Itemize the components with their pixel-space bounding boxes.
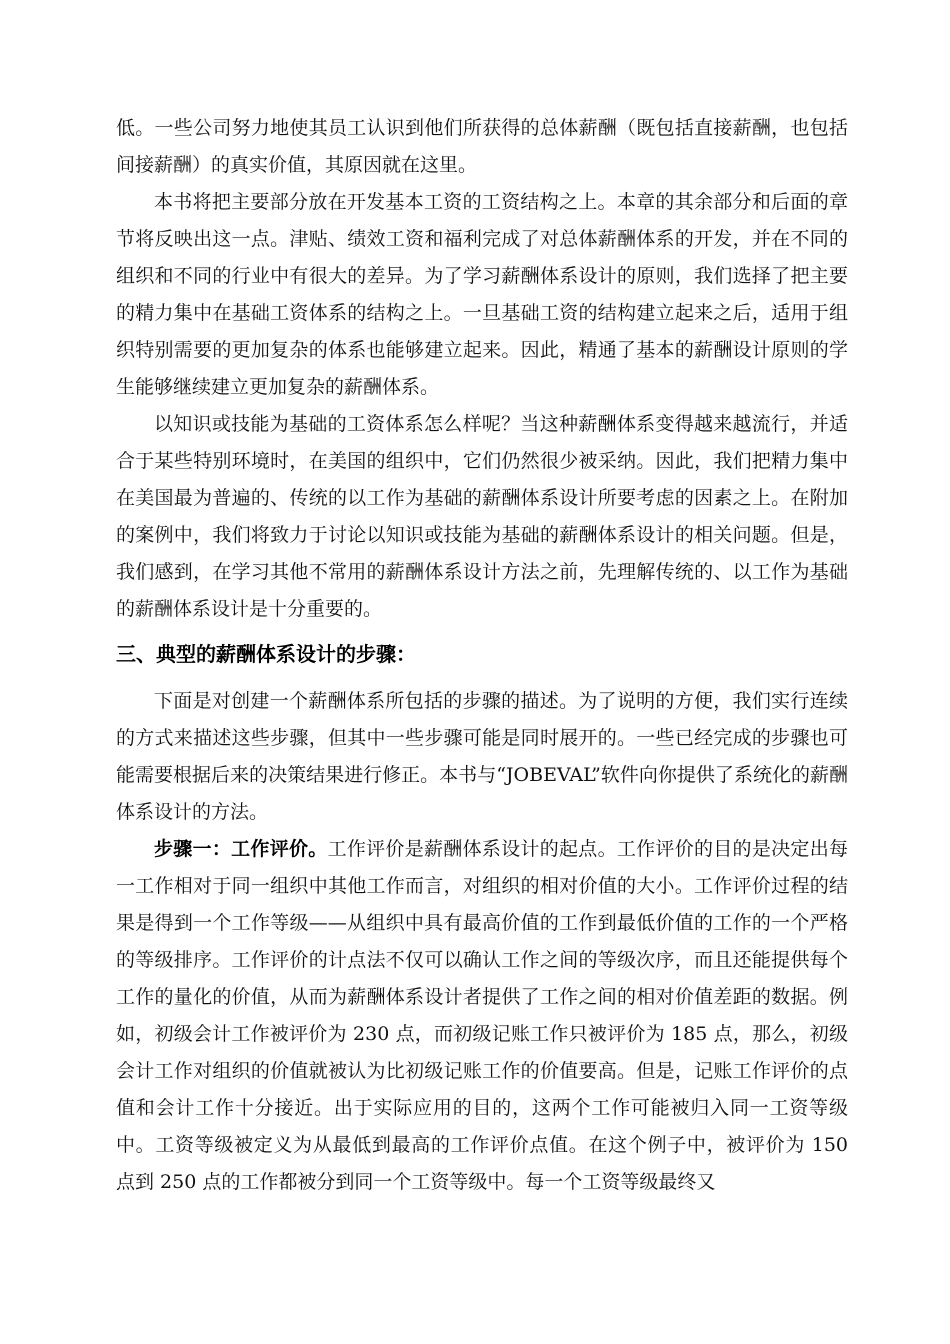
document-body bbox=[116, 110, 848, 1201]
paragraph-skill-based-pay: 以知识或技能为基础的工资体系怎么样呢？当这种薪酬体系变得越来越流行，并适合于某些特别环境时，在美国的组织中，它们仍然很少被采纳。因此，我们把精力集中在美国最为普遍的、传统的以工作为基础的薪酬体系设计所要考虑的因素之上。在附加的案例中，我们将致力于讨论以知识或技能为基础的薪酬体系设计的相关问题。但是，我们感到，在学习其他不常用的薪酬体系设计方法之前，先理解传统的、以工作为基础的薪酬体系设计是十分重要的。 bbox=[116, 413, 848, 620]
paragraph-steps-intro: 下面是对创建一个薪酬体系所包括的步骤的描述。为了说明的方便，我们实行连续的方式来描述这些步骤，但其中一些步骤可能是同时展开的。一些已经完成的步骤也可能需要根据后来的决策结果进行修正。本书与“JOBEVAL”软件向你提供了系统化的薪酬体系设计的方法。 bbox=[116, 690, 848, 823]
step-one-label: 步骤一：工作评价。 bbox=[154, 838, 328, 860]
section-heading: 三、典型的薪酬体系设计的步骤： bbox=[116, 642, 416, 666]
paragraph-continuation: 低。一些公司努力地使其员工认识到他们所获得的总体薪酬（既包括直接薪酬，也包括间接薪酬）的真实价值，其原因就在这里。 bbox=[116, 117, 848, 176]
paragraph-step-one bbox=[116, 831, 848, 1201]
paragraph-basic-pay-focus: 本书将把主要部分放在开发基本工资的工资结构之上。本章的其余部分和后面的章节将反映出这一点。津贴、绩效工资和福利完成了对总体薪酬体系的开发，并在不同的组织和不同的行业中有很大的差异。为了学习薪酬体系设计的原则，我们选择了把主要的精力集中在基础工资体系的结构之上。一旦基础工资的结构建立起来之后，适用于组织特别需要的更加复杂的体系也能够建立起来。因此，精通了基本的薪酬设计原则的学生能够继续建立更加复杂的薪酬体系。 bbox=[116, 191, 848, 398]
step-one-body: 工作评价是薪酬体系设计的起点。工作评价的目的是决定出每一工作相对于同一组织中其他工作而言，对组织的相对价值的大小。工作评价过程的结果是得到一个工作等级——从组织中具有最高价值的工作到最低价值的工作的一个严格的等级排序。工作评价的计点法不仅可以确认工作之间的等级次序，而且还能提供每个工作的量化的价值，从而为薪酬体系设计者提供了工作之间的相对价值差距的数据。例如，初级会计工作被评价为 230 点，而初级记账工作只被评价为 185 点，那么，初级会计工作对组织的价值就被认为比初级记账工作的价值要高。但是，记账工作评价的点值和会计工作十分接近。出于实际应用的目的，这两个工作可能被归入同一工资等级中。工资等级被定义为从最低到最高的工作评价点值。在这个例子中，被评价为 150 点到 250 点的工作都被分到同一个工资等级中。每一个工资等级最终又 bbox=[116, 838, 848, 1193]
